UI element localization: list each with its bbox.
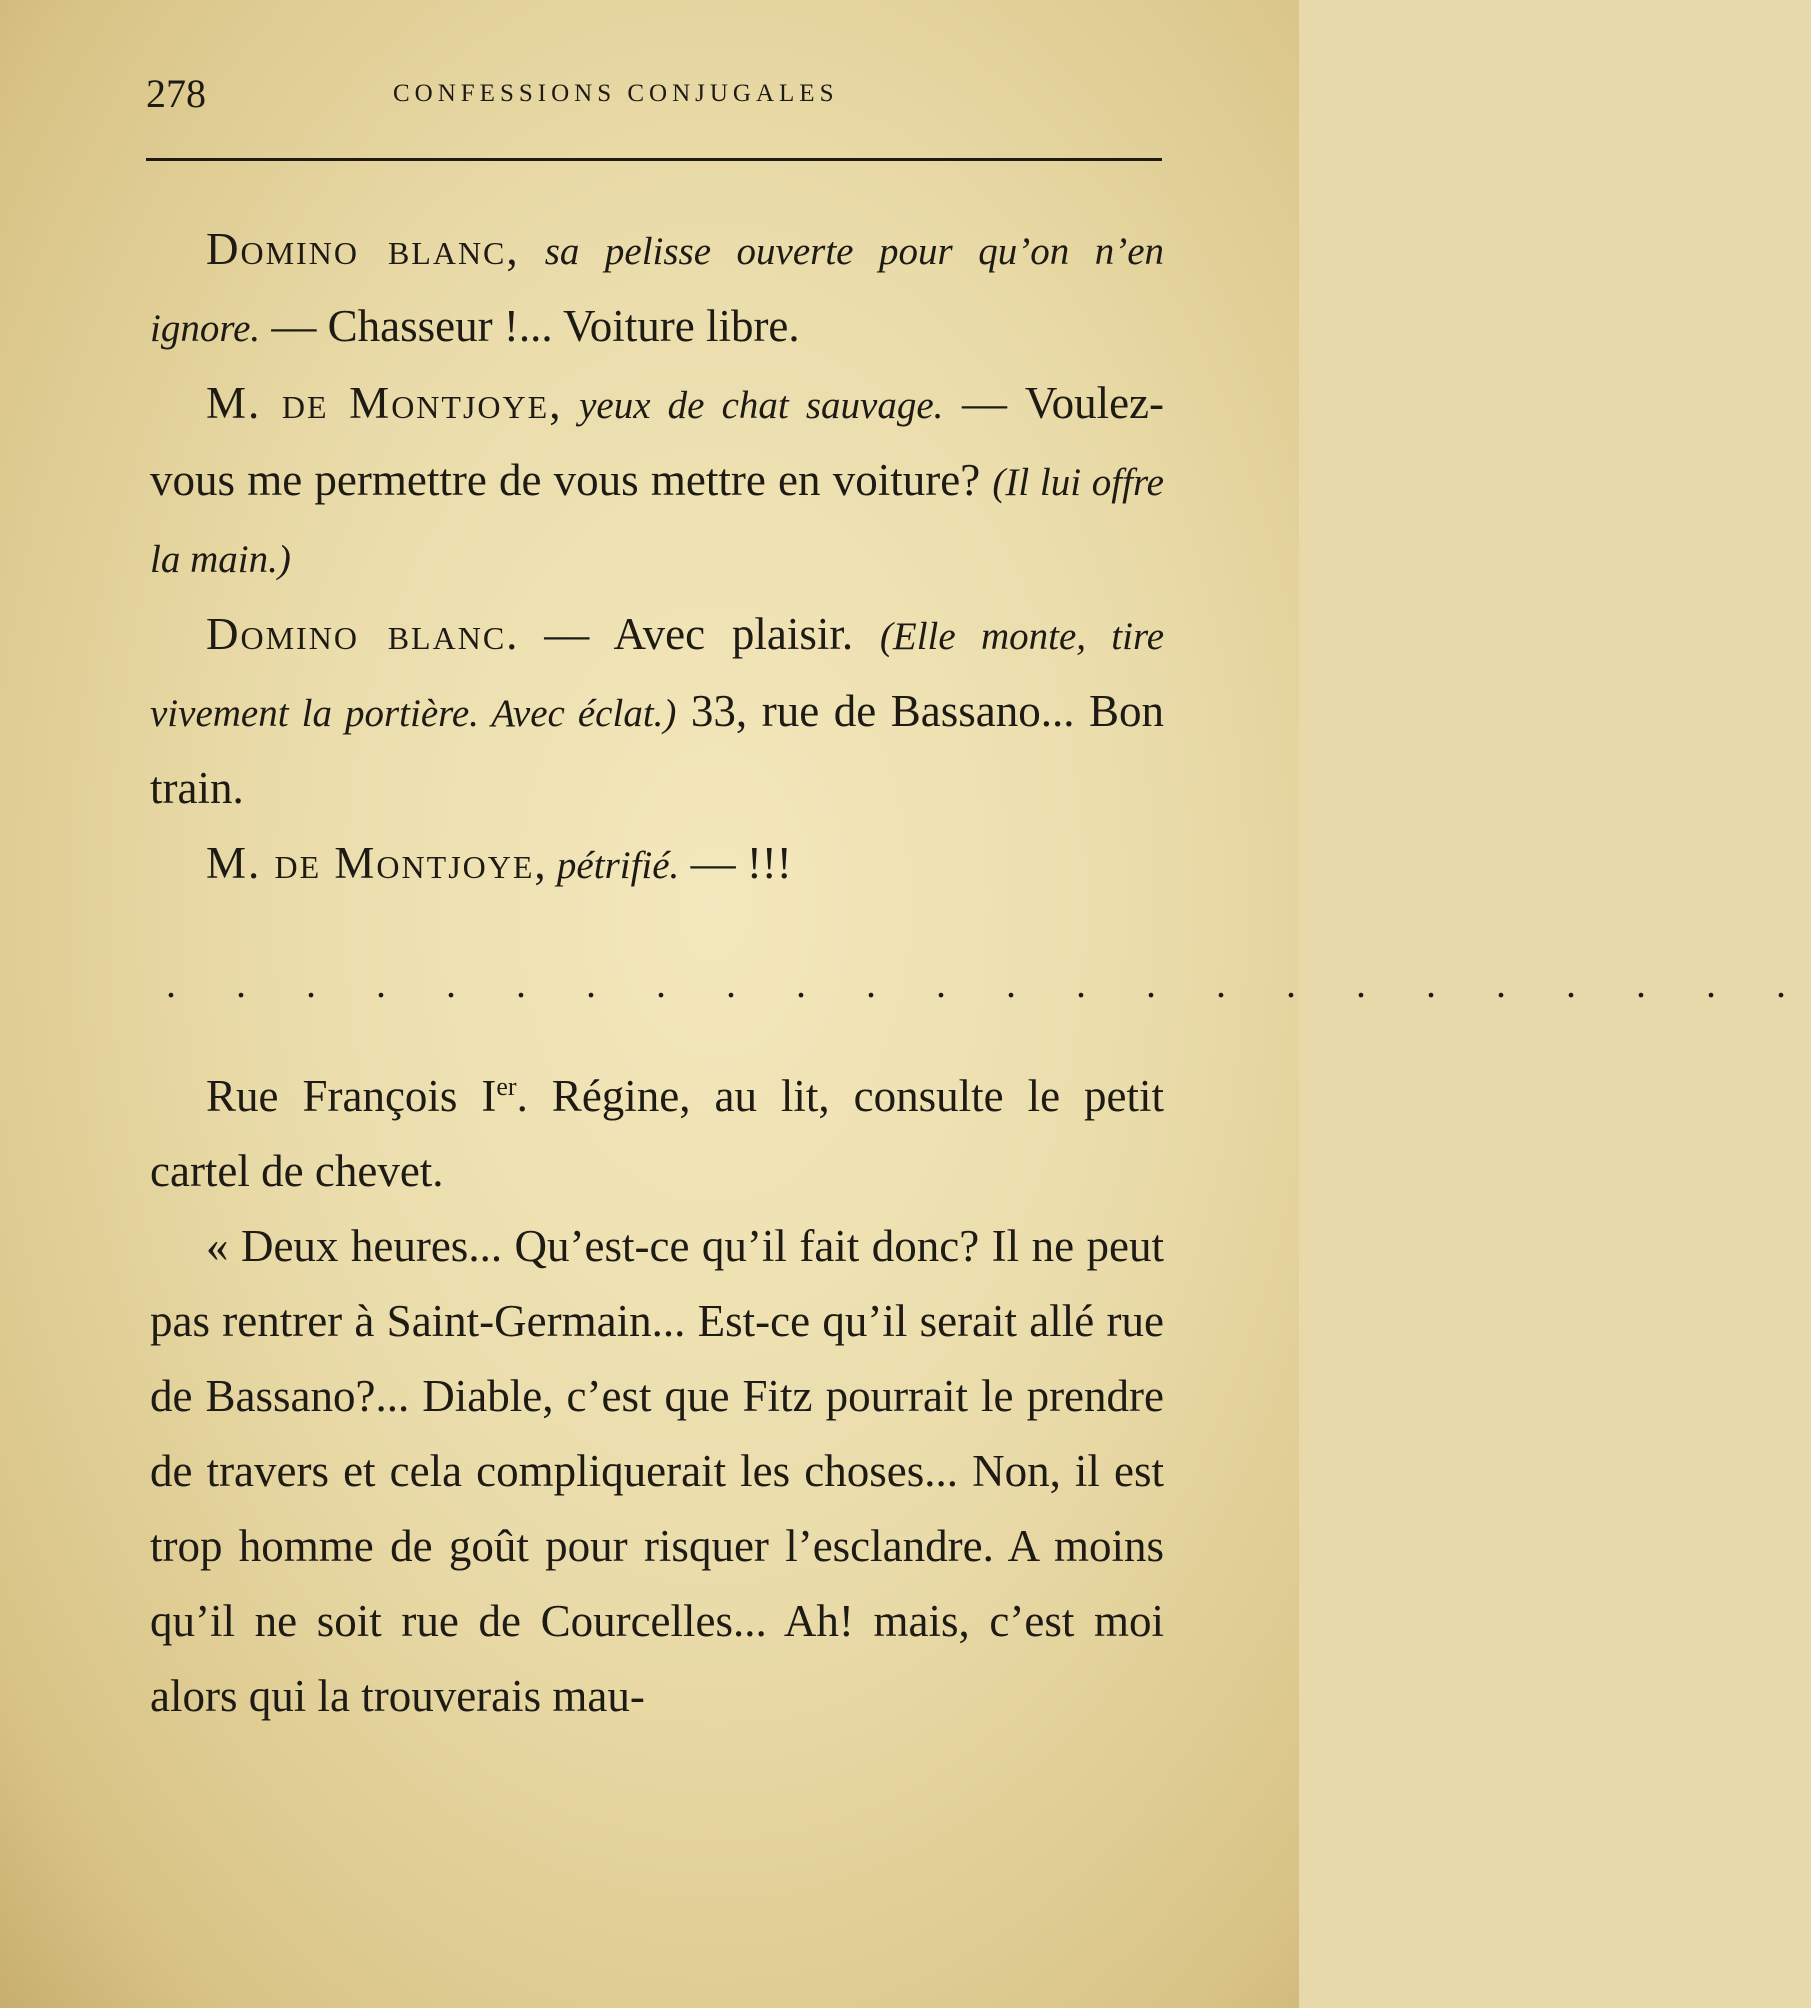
stage-direction: (Elle monte, tire vivement la portière. Avec éclat.)	[150, 615, 1165, 735]
stage-direction: pétrifié.	[556, 844, 680, 887]
narrative-block	[150, 1049, 1164, 1734]
dialogue-line	[150, 597, 1164, 826]
separator-text: ,	[506, 224, 545, 274]
narrative-text: . Régine, au lit, consulte le petit cartel de chevet.	[150, 1071, 1164, 1196]
dialogue-line	[150, 826, 1164, 903]
spoken-text: 33, rue de Bassano... Bon train.	[150, 686, 1164, 813]
speaker-name: M. de Montjoye	[206, 378, 550, 428]
stage-direction: yeux de chat sauvage.	[579, 384, 944, 427]
superscript: er	[496, 1072, 517, 1101]
stage-direction: (Il lui offre la main.)	[150, 461, 1164, 581]
page-number: 278	[146, 71, 206, 116]
spoken-text: . — Avec plaisir.	[506, 609, 880, 659]
narrative-paragraph	[150, 1049, 1164, 1209]
dialogue-line	[150, 212, 1164, 366]
header-rule	[146, 158, 1162, 161]
book-title: CONFESSIONS CONJUGALES	[393, 80, 839, 107]
dialogue-line	[150, 366, 1164, 597]
spoken-text: — Chasseur !... Voiture libre.	[260, 301, 800, 351]
narrative-text: Rue François I	[206, 1071, 497, 1121]
spoken-text: — !!!	[679, 838, 792, 888]
speaker-name: M. de Montjoye	[206, 838, 535, 888]
dialogue-block	[150, 212, 1164, 903]
section-break-dots: . . . . . . . . . . . . . . . . . . . . . . . .	[166, 961, 1811, 1006]
separator-text: ,	[534, 838, 557, 888]
running-head	[146, 70, 1156, 120]
speaker-name: Domino blanc	[206, 609, 507, 659]
spoken-text: — Voulez-vous me permettre de vous mettre en voiture?	[150, 378, 1165, 505]
stage-direction: sa pelisse ouverte pour qu’on n’en ignore.	[150, 230, 1165, 350]
narrative-paragraph: « Deux heures... Qu’est-ce qu’il fait donc? Il ne peut pas rentrer à Saint-Germain... Est-ce qu’il serait allé rue de Bassano?... Diable, c’est que Fitz pourrait le prendre de travers et cela compliquerait les choses... Non, il est trop homme de goût pour risquer l’esclandre. A moins qu’il ne soit rue de Courcelles... Ah! mais, c’est moi alors qui la trouverais mau-	[150, 1221, 1164, 1721]
speaker-name: Domino blanc	[206, 224, 507, 274]
separator-text: ,	[549, 378, 580, 428]
